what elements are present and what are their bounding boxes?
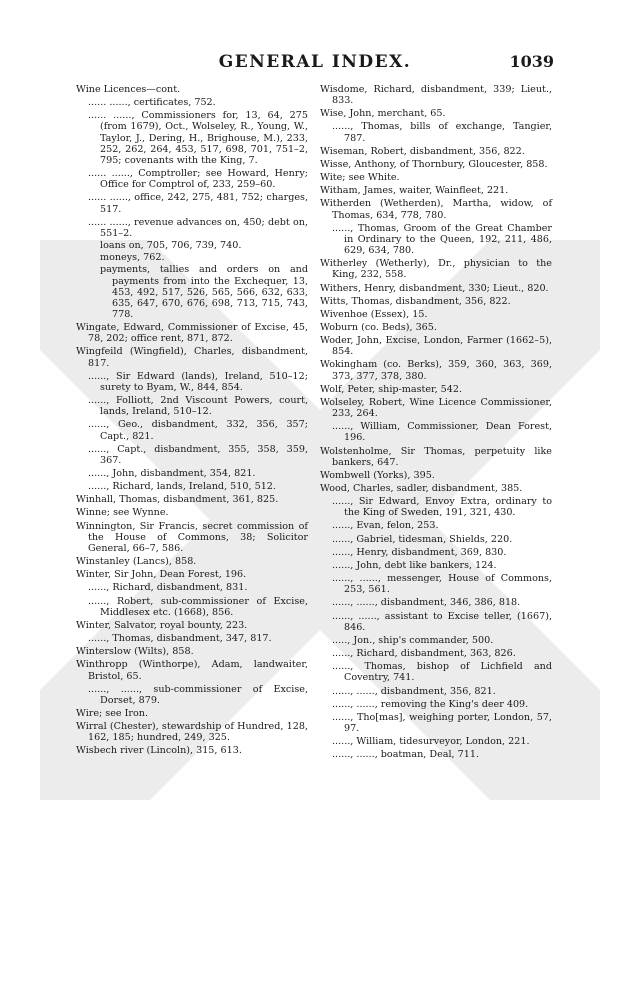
index-entry: Wingfeild (Wingfield), Charles, disbandment, 817.	[76, 346, 308, 369]
index-entry: Wisse, Anthony, of Thornbury, Gloucester, 858.	[320, 158, 548, 170]
index-entry: ......, William, tidesurveyor, London, 221.	[332, 736, 530, 748]
index-entry: ......, Sir Edward (lands), Ireland, 510–12; surety to Byam, W., 844, 854.	[88, 370, 308, 393]
index-entry: Woder, John, Excise, London, Farmer (1662–5), 854.	[320, 335, 552, 358]
index-entry: Wombwell (Yorks), 395.	[320, 469, 435, 481]
index-entry: ......, Thomas, bills of exchange, Tangier, 787.	[332, 121, 552, 144]
index-entry: ......, William, Commissioner, Dean Forest, 196.	[332, 421, 552, 444]
index-entry: Withers, Henry, disbandment, 330; Lieut., 820.	[320, 282, 549, 294]
index-column-right	[320, 84, 552, 762]
index-entry: ......, Folliott, 2nd Viscount Powers, court, lands, Ireland, 510–12.	[88, 395, 308, 418]
index-entry: ......, ......, sub-commissioner of Excise, Dorset, 879.	[88, 683, 308, 706]
index-entry: Winterslow (Wilts), 858.	[76, 646, 194, 658]
index-entry: moneys, 762.	[100, 252, 165, 264]
page-number: 1039	[509, 52, 554, 71]
index-entry: Wood, Charles, sadler, disbandment, 385.	[320, 483, 523, 494]
index-entry: ......, ......, assistant to Excise teller, (1667), 846.	[332, 610, 552, 633]
index-entry: ......, Robert, sub-commissioner of Excise, Middlesex etc. (1668), 856.	[88, 595, 308, 618]
index-entry: ......, Gabriel, tidesman, Shields, 220.	[332, 533, 513, 545]
page-header	[76, 52, 554, 76]
index-entry: Winthropp (Winthorpe), Adam, landwaiter, Bristol, 65.	[76, 659, 308, 682]
index-entry: ......, John, debt like bankers, 124.	[332, 559, 497, 571]
index-entry: Wisdome, Richard, disbandment, 339; Lieut., 833.	[320, 84, 552, 107]
index-entry: ......, Thomas, bishop of Lichfield and Coventry, 741.	[332, 661, 552, 684]
page-title: GENERAL INDEX.	[218, 52, 412, 72]
index-entry: Winnington, Sir Francis, secret commission of the House of Commons, 38; Solicitor General, 66–7, 586.	[76, 520, 308, 554]
index-entry: ......, ......, disbandment, 346, 386, 818.	[332, 597, 521, 609]
index-entry: Wolseley, Robert, Wine Licence Commissioner, 233, 264.	[320, 396, 552, 420]
index-entry: ......, Capt., disbandment, 355, 358, 359, 367.	[88, 443, 308, 466]
index-entry: Wire; see Iron.	[76, 707, 149, 719]
index-entry: ......, Richard, lands, Ireland, 510, 512.	[88, 481, 276, 493]
index-entry: ...... ......, revenue advances on, 450; debt on, 551–2.	[88, 216, 308, 239]
index-entry: Wingate, Edward, Commissioner of Excise, 45, 78, 202; office rent, 871, 872.	[76, 322, 308, 345]
index-entry: Winhall, Thomas, disbandment, 361, 825.	[76, 494, 279, 506]
index-entry: ....., Jon., ship's commander, 500.	[332, 634, 494, 646]
index-entry: Wivenhoe (Essex), 15.	[320, 308, 428, 320]
index-entry: Wite; see White.	[320, 172, 400, 184]
index-entry: Wolstenholme, Sir Thomas, perpetuity like bankers, 647.	[320, 445, 552, 468]
index-entry: Woburn (co. Beds), 365.	[320, 321, 437, 333]
index-entry: ......, Tho[mas], weighing porter, London, 57, 97.	[332, 711, 552, 734]
index-entry: ......, Richard, disbandment, 831.	[88, 582, 248, 594]
index-entry: Wolf, Peter, ship-master, 542.	[320, 383, 463, 395]
index-entry: Wise, John, merchant, 65.	[320, 108, 446, 120]
index-entry: Winstanley (Lancs), 858.	[76, 556, 197, 568]
index-entry: ......, Henry, disbandment, 369, 830.	[332, 546, 507, 558]
index-entry: ...... ......, Comptroller; see Howard, Henry; Office for Comptrol of, 233, 259–60.	[88, 168, 308, 191]
index-entry: Wirral (Chester), stewardship of Hundred, 128, 162, 185; hundred, 249, 325.	[76, 721, 308, 744]
index-entry: Winter, Sir John, Dean Forest, 196.	[76, 569, 247, 581]
index-entry: payments, tallies and orders on and payments from into the Exchequer, 13, 453, 492, 517, 526, 565, 566, 632, 633, 635, 647, 670, 676, 698, 713, 715, 743, 778.	[100, 264, 308, 320]
index-entry: ......, ......, disbandment, 356, 821.	[332, 685, 496, 697]
index-entry: Witherden (Wetherden), Martha, widow, of Thomas, 634, 778, 780.	[320, 198, 552, 221]
index-entry: Wisbech river (Lincoln), 315, 613.	[76, 745, 242, 757]
index-entry: Winter, Salvator, royal bounty, 223.	[76, 619, 248, 631]
index-entry: ...... ......, Commissioners for, 13, 64, 275 (from 1679), Oct., Wolseley, R., Young, W., Taylor, J., Dering, H., Brighouse, M.), 233, 252, 262, 264, 453, 517, 698, 701, 751–2, 795; covenants with the King, 7.	[88, 110, 308, 166]
index-entry: Wiseman, Robert, disbandment, 356, 822.	[320, 145, 525, 157]
index-entry: Winne; see Wynne.	[76, 507, 169, 519]
index-column-left	[76, 84, 308, 759]
index-entry: ......, ......, messenger, House of Commons, 253, 561.	[332, 573, 552, 596]
index-entry: ...... ......, office, 242, 275, 481, 752; charges, 517.	[88, 192, 308, 215]
index-entry: Witherley (Wetherly), Dr., physician to the King, 232, 558.	[320, 258, 552, 281]
index-entry: ......, Richard, disbandment, 363, 826.	[332, 648, 516, 660]
index-entry: Witham, James, waiter, Wainfleet, 221.	[320, 185, 509, 197]
index-entry: Witts, Thomas, disbandment, 356, 822.	[320, 295, 511, 307]
index-entry: ......, ......, boatman, Deal, 711.	[332, 749, 479, 761]
index-entry: ......, ......, removing the King's deer 409.	[332, 698, 529, 710]
index-entry: ......, Thomas, Groom of the Great Chamber in Ordinary to the Queen, 192, 211, 486, 629, 634, 780.	[332, 222, 552, 257]
index-entry: ......, Evan, felon, 253.	[332, 520, 439, 532]
index-entry: ...... ......, certificates, 752.	[88, 97, 216, 109]
index-entry: Wokingham (co. Berks), 359, 360, 363, 369, 373, 377, 378, 380.	[320, 359, 552, 382]
index-entry: ......, John, disbandment, 354, 821.	[88, 468, 256, 479]
index-entry: Wine Licences—cont.	[76, 84, 181, 95]
index-entry: ......, Geo., disbandment, 332, 356, 357; Capt., 821.	[88, 419, 308, 442]
index-entry: loans on, 705, 706, 739, 740.	[100, 240, 242, 252]
index-entry: ......, Sir Edward, Envoy Extra, ordinary to the King of Sweden, 191, 321, 430.	[332, 496, 552, 519]
index-entry: ......, Thomas, disbandment, 347, 817.	[88, 633, 272, 645]
